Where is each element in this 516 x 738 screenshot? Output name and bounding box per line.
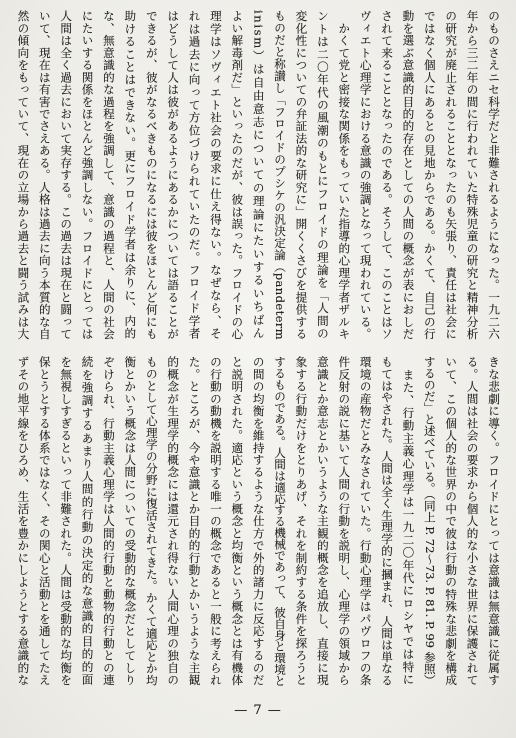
text-line: 動を選ぶ意識的目的的存在としての人間の概念が表におしだ xyxy=(401,10,416,340)
text-line: 環境の産物だとみなされていた。行動心理学はパヴロフの条 xyxy=(358,356,373,686)
text-line: 意識とか意志とかいうような主観的概念を追放し、直接に現 xyxy=(315,356,330,686)
text-line: もてはやされた。人間は全く生理学的に摑まれ、人間は単なる xyxy=(380,356,395,686)
text-line: にたいする関係をほとんど強調しない。フロイドにとっては xyxy=(80,10,95,340)
text-column xyxy=(76,10,97,340)
text-line: ではなく個人にあるとの見地からである。かくて、自己の行 xyxy=(422,10,437,340)
text-column xyxy=(461,356,482,686)
upper-text-block xyxy=(12,10,504,340)
text-line: inism）は自由意志についての理論にたいするいちばん xyxy=(251,10,266,340)
text-line: ントは二〇年代の風潮のもとにフロイドの理論を「人間の xyxy=(315,10,330,340)
text-column xyxy=(12,356,33,686)
text-line: 件反射の説に基いて人間の行動を説明し、心理学の領域から xyxy=(337,356,352,686)
text-line: するのだ」と述べている。（同上 P. 72〜73. P. 81. P. 99 参照） xyxy=(422,356,437,686)
text-line: た。ところが、今や意識とか目的的行動とかいうような主観 xyxy=(187,356,202,686)
text-column xyxy=(183,356,204,686)
text-column xyxy=(183,10,204,340)
text-line: 象する行動だけをとりあげ、それを制約する条件を探ろうと xyxy=(294,356,309,686)
text-line: 年から三二年の間に行われていた特殊児童の研究と精神分析 xyxy=(465,10,480,340)
text-column xyxy=(76,356,97,686)
text-column xyxy=(55,10,76,340)
text-line: きな悲劇に導く。フロイドにとっては意識は無意識に従属す xyxy=(487,356,501,686)
text-line: を無視しすぎるといって非難された。人間は受動的な均衡を xyxy=(59,356,74,686)
text-line: と説明された。適応という概念と均衡という概念とは有機体 xyxy=(230,356,245,686)
text-column xyxy=(269,356,290,686)
text-column xyxy=(440,356,461,686)
text-line: いて、この個人的な世界の中で彼は行動の特殊な悲劇を構成 xyxy=(444,356,459,686)
text-column xyxy=(354,356,375,686)
text-column xyxy=(269,10,290,340)
text-column xyxy=(33,10,54,340)
lower-text-block xyxy=(12,356,504,686)
text-column xyxy=(483,10,504,340)
text-line: ぞけられ、行動主義心理学は人間的行動と動物的行動との連 xyxy=(101,356,116,686)
text-column xyxy=(397,10,418,340)
text-column xyxy=(205,356,226,686)
text-line: な、無意識的な過程を強調して、意識の過程と、人間の社会 xyxy=(101,10,116,340)
text-column xyxy=(247,356,268,686)
page-number: — 7 — xyxy=(234,703,282,718)
text-line: れは過去に向って方位づけられていたのだ。フロイド学者 xyxy=(187,10,202,340)
text-line: ヴィエト心理学における意識の強調となって現われている。 xyxy=(358,10,373,340)
text-line: また、行動主義心理学は一九二〇年代にロシヤでは特に xyxy=(401,356,416,686)
text-column xyxy=(440,10,461,340)
text-line: 衡とかいう概念は人間についての受動的な概念だとしてしり xyxy=(123,356,138,686)
text-column xyxy=(333,10,354,340)
text-column xyxy=(12,10,33,340)
text-line: はどうして人は彼があるようにあるかについては語ることが xyxy=(166,10,181,340)
text-line: る。人間は社会の要求から個人的な小さな世界に保護されて xyxy=(465,356,480,686)
text-line: いて、現在は有害でさえある。人格は過去に向う本質的な自 xyxy=(37,10,52,340)
text-column xyxy=(376,356,397,686)
text-column xyxy=(98,356,119,686)
text-column xyxy=(376,10,397,340)
text-line: のものさえニセ科学だと非難されるようになった。一九二六 xyxy=(487,10,501,340)
text-line: ものとして心理学の分野に復活されてきた。かくて適応とか均 xyxy=(144,356,159,686)
text-line: 助けることはできない。更にフロイド学者は余りに、内的 xyxy=(123,10,138,340)
text-line: の間の均衡を維持するような仕方で外的諸力に反応するのだ xyxy=(251,356,266,686)
text-line: 然の傾向をもっていて、現在の立場から過去と闘う試みは大 xyxy=(16,10,31,340)
text-column xyxy=(290,10,311,340)
text-column xyxy=(162,10,183,340)
text-line: 続を強調するあまり人間的行動の決定的な意識的目的的面 xyxy=(80,356,95,686)
text-column xyxy=(483,356,504,686)
text-column xyxy=(418,356,439,686)
text-line: ずその地平線をひろめ、生活を豊かにしようとする意識的な xyxy=(16,356,31,686)
text-line: されて来ることとなったのである。そうして、このことはソ xyxy=(380,10,395,340)
text-line: の研究が廃止されることとなったのも矢張り、責任は社会に xyxy=(444,10,459,340)
text-column xyxy=(354,10,375,340)
text-line: 理学はソヴィエト社会の要求に仕え得ない。なぜなら、そ xyxy=(208,10,223,340)
text-column xyxy=(226,10,247,340)
text-line: の行動の動機を説明する唯一の概念であると一般に考えられ xyxy=(208,356,223,686)
text-column xyxy=(205,10,226,340)
text-line: ものだと称讃し「フロイドのプシケの汎決定論（pandeterm xyxy=(273,10,288,341)
text-line: 保とうとする体系ではなく、その関心と活動とを通してたえ xyxy=(37,356,52,686)
text-line: するものである。人間は適応する機械であって、彼自身と環境と xyxy=(273,356,288,686)
text-line: 人間は全く過去において実存する。この過去は現在と闘って xyxy=(59,10,74,340)
text-line: 変化性についての弁証法的な研究に」開くくさびを提供する xyxy=(294,10,309,340)
text-column xyxy=(333,356,354,686)
text-line: 的概念が生理学的概念には還元され得ない人間心理の独自の xyxy=(166,356,181,686)
text-column xyxy=(247,10,268,340)
text-column xyxy=(140,356,161,686)
text-column xyxy=(461,10,482,340)
text-column xyxy=(140,10,161,340)
text-column xyxy=(226,356,247,686)
text-column xyxy=(311,10,332,340)
text-column xyxy=(162,356,183,686)
text-line: できるが、彼がなるべきものになるには彼をほとんど何にも xyxy=(144,10,159,340)
text-column xyxy=(98,10,119,340)
text-line: よい解毒剤だ」といったのだが、彼は誤った。フロイドの心 xyxy=(230,10,245,340)
text-column xyxy=(290,356,311,686)
text-column xyxy=(397,356,418,686)
text-column xyxy=(311,356,332,686)
text-column xyxy=(418,10,439,340)
text-column xyxy=(33,356,54,686)
text-column xyxy=(55,356,76,686)
text-column xyxy=(119,10,140,340)
text-line: かくて党と密接な関係をもっていた指導的心理学者ザルキ xyxy=(337,10,352,340)
text-column xyxy=(119,356,140,686)
